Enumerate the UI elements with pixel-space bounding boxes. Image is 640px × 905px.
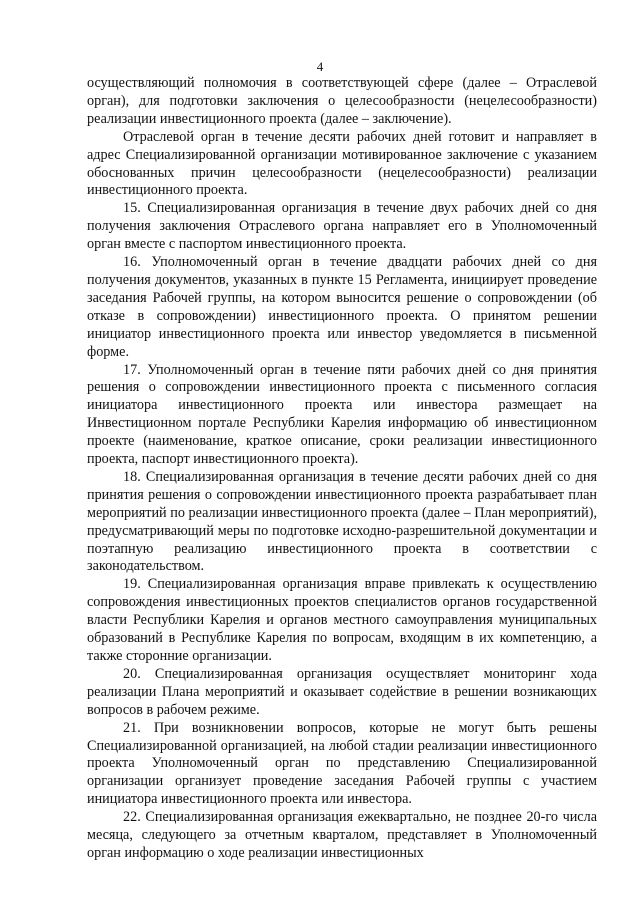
paragraph-item-17: 17. Уполномоченный орган в течение пяти рабочих дней со дня принятия решения о сопровождении инвестиционного проекта с письменного согласия инициатора инвестиционного проекта или инвестора размещает на Инвестиционном портале Республики Карелия информацию об инвестиционном проекте (наименование, краткое описание, сроки реализации инвестиционного проекта, паспорт инвестиционного проекта). (87, 361, 597, 468)
paragraph-item-15: 15. Специализированная организация в течение двух рабочих дней со дня получения заключения Отраслевого органа направляет его в Уполномоченный орган вместе с паспортом инвестиционного проекта. (87, 200, 597, 253)
paragraph-item-21: 21. При возникновении вопросов, которые не могут быть решены Специализированной организацией, на любой стадии реализации инвестиционного проекта Уполномоченный орган по представлению Специализированной организации организует проведение заседания Рабочей группы с участием инициатора инвестиционного проекта или инвестора. (87, 719, 597, 808)
body-text (87, 75, 597, 863)
paragraph-item-18: 18. Специализированная организация в течение десяти рабочих дней со дня принятия решения о сопровождении инвестиционного проекта разрабатывает план мероприятий по реализации инвестиционного проекта (далее – План мероприятий), предусматривающий меры по подготовке исходно-разрешительной документации и поэтапную реализацию инвестиционного проекта в соответствии с законодательством. (87, 468, 597, 575)
paragraph-item-19: 19. Специализированная организация вправе привлекать к осуществлению сопровождения инвестиционных проектов специалистов органов государственной власти Республики Карелия и органов местного самоуправления муниципальных образований в Республике Карелия по вопросам, входящим в их компетенцию, а также сторонние организации. (87, 576, 597, 664)
paragraph-item-16: 16. Уполномоченный орган в течение двадцати рабочих дней со дня получения документов, указанных в пункте 15 Регламента, инициирует проведение заседания Рабочей группы, на котором выносится решение о сопровождении (об отказе в сопровождении) инвестиционного проекта. О принятом решении инициатор инвестиционного проекта или инвестор уведомляется в письменной форме. (87, 254, 597, 360)
paragraph-sectoral-body-conclusion: Отраслевой орган в течение десяти рабочих дней готовит и направляет в адрес Специализированной организации мотивированное заключение с указанием обоснованных причин целесообразности (нецелесообразности) реализации инвестиционного проекта. (87, 128, 597, 199)
paragraph-item-20: 20. Специализированная организация осуществляет мониторинг хода реализации Плана мероприятий и оказывает содействие в решении возникающих вопросов в рабочем режиме. (87, 665, 597, 718)
page-number: 4 (316, 59, 324, 74)
paragraph-continuation: осуществляющий полномочия в соответствующей сфере (далее – Отраслевой орган), для подготовки заключения о целесообразности (нецелесообразности) реализации инвестиционного проекта (далее – заключение). (87, 75, 597, 127)
paragraph-item-22: 22. Специализированная организация ежеквартально, не позднее 20-го числа месяца, следующего за отчетным кварталом, представляет в Уполномоченный орган информацию о ходе реализации инвестиционных (87, 809, 597, 861)
